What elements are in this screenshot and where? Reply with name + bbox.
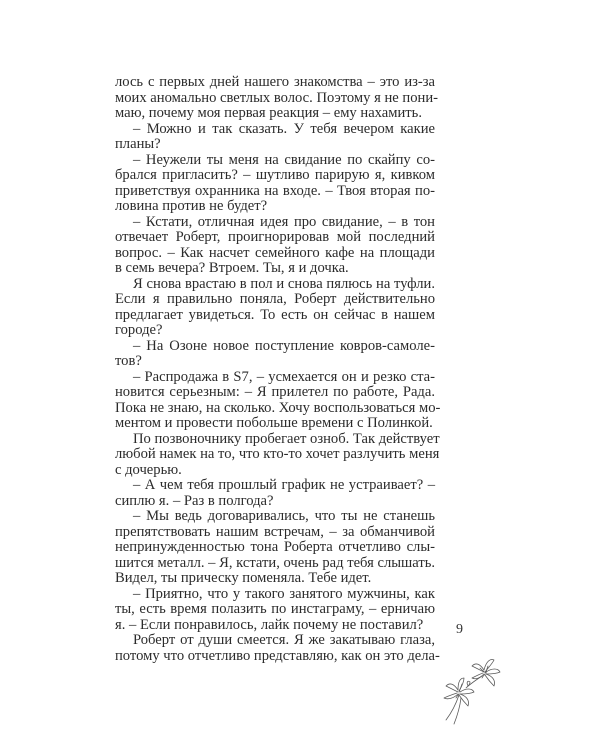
text-line: маю, почему моя первая реакция – ему нахамить. (115, 105, 422, 121)
text-line: – На Озоне новое поступление ковров-самоле- (133, 337, 435, 354)
text-line: сиплю я. – Раз в полгода? (115, 492, 274, 509)
text-line: – Мы ведь договаривались, что ты не станешь (133, 508, 435, 524)
text-line: – Можно и так сказать. У тебя вечером какие (133, 120, 435, 137)
text-line: ты, есть время полазить по инстаграму, – ерничаю (115, 601, 435, 617)
flower-sketch-icon (436, 648, 536, 738)
text-line: в семь вечера? Втроем. Ты, я и дочка. (115, 260, 349, 276)
text-line: – А чем тебя прошлый график не устраивает? – (133, 477, 435, 493)
text-line: брался пригласить? – шутливо парирую я, кивком (115, 167, 435, 183)
text-line: шится металл. – Я, кстати, очень рад тебя слышать. (115, 554, 436, 571)
text-line: городе? (115, 322, 163, 338)
text-line: – Распродажа в S7, – усмехается он и резко ста- (133, 368, 435, 385)
body-text (115, 74, 441, 664)
text-line: лось с первых дней нашего знакомства – это из-за (115, 74, 435, 90)
text-line: приветствуя охранника на входе. – Твоя вторая по- (115, 182, 435, 199)
text-line: Пока не знаю, на сколько. Хочу воспользоваться мо- (115, 399, 441, 416)
text-line: моих аномально светлых волос. Поэтому я не пони- (115, 89, 438, 106)
text-line: По позвоночнику пробегает озноб. Так действует (133, 430, 440, 447)
text-line: любой намек на то, что кто-то хочет разлучить меня (115, 446, 440, 462)
text-line: ловина против не будет? (115, 198, 268, 214)
text-line: новится серьезным: – Я прилетел по работе, Рада. (115, 384, 435, 400)
text-line: я. – Если понравилось, лайк почему не поставил? (115, 616, 424, 633)
text-line: Я снова врастаю в пол и снова пялюсь на туфли. (133, 275, 435, 292)
text-line: вопрос. – Как насчет семейного кафе на площади (115, 244, 435, 261)
text-line: отвечает Роберт, проигнорировав мой последний (115, 229, 435, 245)
text-line: непринужденностью тона Роберта отчетливо слы- (115, 539, 435, 555)
text-line: с дочерью. (115, 461, 182, 478)
text-line: – Кстати, отличная идея про свидание, – в тон (133, 213, 435, 230)
text-line: потому что отчетливо представляю, как он это дела- (115, 647, 440, 664)
text-line: Если я правильно поняла, Роберт действительно (115, 291, 435, 307)
text-line: – Неужели ты меня на свидание по скайпу со- (133, 151, 435, 168)
text-line: предлагает увидеться. То есть он сейчас в нашем (115, 306, 435, 323)
text-line: планы? (115, 136, 161, 152)
text-line: – Приятно, что у такого занятого мужчины, как (133, 585, 435, 602)
page-number: 9 (456, 622, 463, 637)
text-line: Видел, ты прическу поменяла. Тебе идет. (115, 570, 372, 586)
text-line: препятствовать нашим встречам, – за обманчивой (115, 523, 435, 540)
text-line: тов? (115, 353, 142, 369)
text-line: ментом и провести побольше времени с Полинкой. (115, 415, 433, 431)
text-line: Роберт от души смеется. Я же закатываю глаза, (133, 632, 435, 648)
